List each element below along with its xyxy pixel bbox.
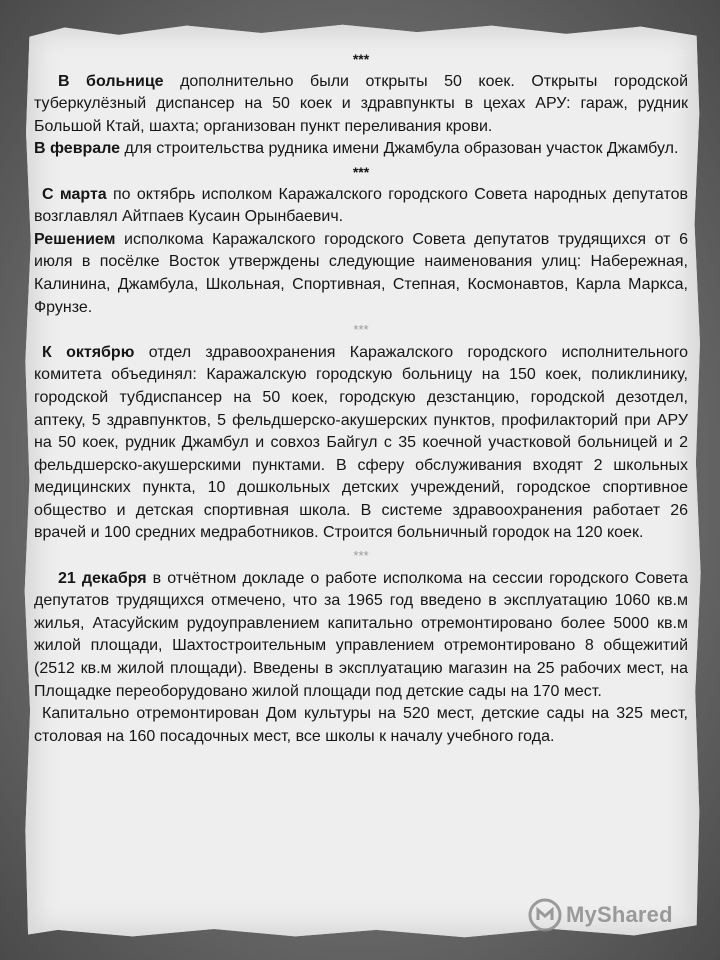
watermark-text: MyShared (566, 902, 673, 927)
paragraph-text: дополнительно были открыты 50 коек. Открыты городской туберкулёзный диспансер на 50 коек и здравпункты в цехах АРУ: гараж, рудник Большой Ктай, шахта; организован пункт переливания крови. (34, 72, 689, 135)
separator-stars: *** (352, 51, 370, 67)
paragraph-hospital (34, 71, 688, 139)
paragraph-lead: С марта (42, 185, 107, 203)
paragraph-lead: В больнице (58, 72, 164, 90)
document-body (34, 48, 688, 748)
paragraph-march (34, 184, 688, 229)
paragraph-text: отдел здравоохранения Каражалского городского исполнительного комитета объединял: Каражалскую городскую больницу на 150 коек, поликлинику, городской тубдиспансер на 50 коек, городскую дезстанцию, городской дезотдел, аптеку, 5 здравпунктов, 5 фельдшерско-акушерских пунктов, профилакторий при АРУ на 50 коек, рудник Джамбул и совхоз Байгул с 35 коечной участковой больницей и 2 фельдшерско-акушерскими пунктами. В сферу обслуживания входят 2 школьных медицинских пункта, 10 дошкольных детских учреждений, городское спортивное общество и детская спортивная школа. В системе здравоохранения работает 26 врачей и 100 средних медработников. Строится больничный городок на 120 коек. (34, 343, 689, 542)
paragraph-february (34, 138, 688, 161)
paragraph-december (34, 568, 688, 704)
paragraph-lead: В феврале (34, 140, 121, 158)
myshared-logo-icon (528, 898, 562, 932)
paragraph-text: по октябрь исполком Каражалского городского Совета народных депутатов возглавлял Айтпаев Кусаин Орынбаевич. (34, 185, 688, 226)
separator-stars: *** (353, 548, 369, 564)
separator-stars: *** (352, 163, 370, 180)
paragraph-october (34, 342, 688, 545)
watermark (528, 898, 673, 932)
paragraph-text: в отчётном докладе о работе исполкома на сессии городского Совета депутатов трудящихся отмечено, что за 1965 год введено в эксплуатацию 1060 кв.м жилья, Атасуйским рудоуправлением капитально отремонтировано более 5000 кв.м жилой площади, Шахтостроительным управлением отремонтировано 8 общежитий (2512 кв.м жилой площади). Введены в эксплуатацию магазин на 25 рабочих мест, на Площадке переоборудовано жилой площади под детские сады на 170 мест. (34, 569, 689, 700)
paragraph-lead: Решением (34, 230, 116, 248)
paragraph-decision (34, 229, 688, 319)
paragraph-lead: 21 декабря (58, 569, 147, 587)
separator-stars: *** (353, 322, 369, 338)
paragraph-text: исполкома Каражалского городского Совета депутатов трудящихся от 6 июля в посёлке Восток утверждены следующие наименования улиц: Набережная, Калинина, Джамбула, Школьная, Спортивная, Степная, Космонавтов, Карла Маркса, Фрунзе. (34, 230, 688, 316)
paragraph-lead: К октябрю (42, 343, 135, 361)
paragraph-text: для строительства рудника имени Джамбула образован участок Джамбул. (120, 140, 679, 158)
paragraph-culture-house: Капитально отремонтирован Дом культуры на 520 мест, детские сады на 325 мест, столовая на 160 посадочных мест, все школы к началу учебного года. (34, 705, 688, 745)
